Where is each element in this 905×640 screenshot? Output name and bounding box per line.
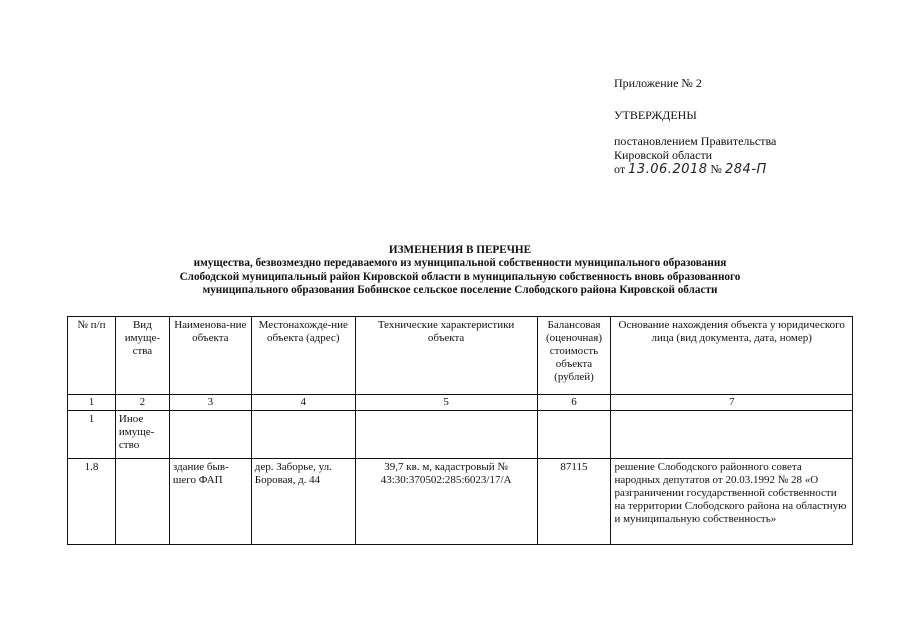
section-type-cell: Иное имуще-ство (115, 411, 169, 459)
table-header-row (68, 317, 853, 395)
row-name-cell: здание быв-шего ФАП (169, 459, 251, 545)
approved-label: УТВЕРЖДЕНЫ (614, 108, 697, 122)
appendix-label: Приложение № 2 (614, 76, 702, 90)
header-cell-characteristics: Технические характеристики объекта (355, 317, 537, 395)
column-number: 3 (169, 395, 251, 411)
column-number: 1 (68, 395, 116, 411)
empty-cell (611, 411, 853, 459)
approved-by-line2: Кировской области (614, 148, 713, 162)
column-number: 2 (115, 395, 169, 411)
handwritten-date: 13.06.2018 (628, 162, 708, 177)
title-line-1: ИЗМЕНЕНИЯ В ПЕРЕЧНЕ (388, 244, 532, 256)
title-line-2: имущества, безвозмездно передаваемого из муниципальной собственности муниципального образования (193, 257, 727, 270)
empty-cell (169, 411, 251, 459)
empty-cell (355, 411, 537, 459)
section-num-cell: 1 (68, 411, 116, 459)
title-line-4: муниципального образования Бобинское сельское поселение Слободского района Кировской области (202, 284, 718, 297)
approval-date-line (614, 162, 776, 177)
title-line-3: Слободской муниципальный район Кировской области в муниципальную собственность вновь образованного (179, 270, 741, 283)
row-type-cell (115, 459, 169, 545)
row-address-cell: дер. Заборье, ул. Боровая, д. 44 (251, 459, 355, 545)
row-characteristics-cell: 39,7 кв. м, кадастровый № 43:30:370502:285:6023/17/А (355, 459, 537, 545)
property-table (67, 316, 853, 545)
column-number: 5 (355, 395, 537, 411)
table-row (68, 459, 853, 545)
header-cell-address: Местонахожде-ние объекта (адрес) (251, 317, 355, 395)
row-basis-cell: решение Слободского районного совета народных депутатов от 20.03.1992 № 28 «О разграничении государственной собственности на территории Слободского района на областную и муниципальную собственность» (611, 459, 853, 545)
column-numbers-row (68, 395, 853, 411)
header-cell-name: Наименова-ние объекта (169, 317, 251, 395)
handwritten-number: 284-П (724, 162, 767, 177)
approval-block (614, 76, 776, 177)
row-num-cell: 1.8 (68, 459, 116, 545)
number-prefix: № (710, 162, 722, 176)
from-prefix: от (614, 162, 626, 176)
column-number: 7 (611, 395, 853, 411)
empty-cell (537, 411, 611, 459)
empty-cell (251, 411, 355, 459)
section-row (68, 411, 853, 459)
approved-by-line1: постановлением Правительства (614, 134, 777, 148)
document-title (110, 244, 810, 298)
header-cell-type: Вид имуще-ства (115, 317, 169, 395)
row-value-cell: 87115 (537, 459, 611, 545)
header-cell-num: № п/п (68, 317, 116, 395)
column-number: 6 (537, 395, 611, 411)
header-cell-value: Балансовая (оценочная) стоимость объекта (рублей) (537, 317, 611, 395)
header-cell-basis: Основание нахождения объекта у юридического лица (вид документа, дата, номер) (611, 317, 853, 395)
column-number: 4 (251, 395, 355, 411)
